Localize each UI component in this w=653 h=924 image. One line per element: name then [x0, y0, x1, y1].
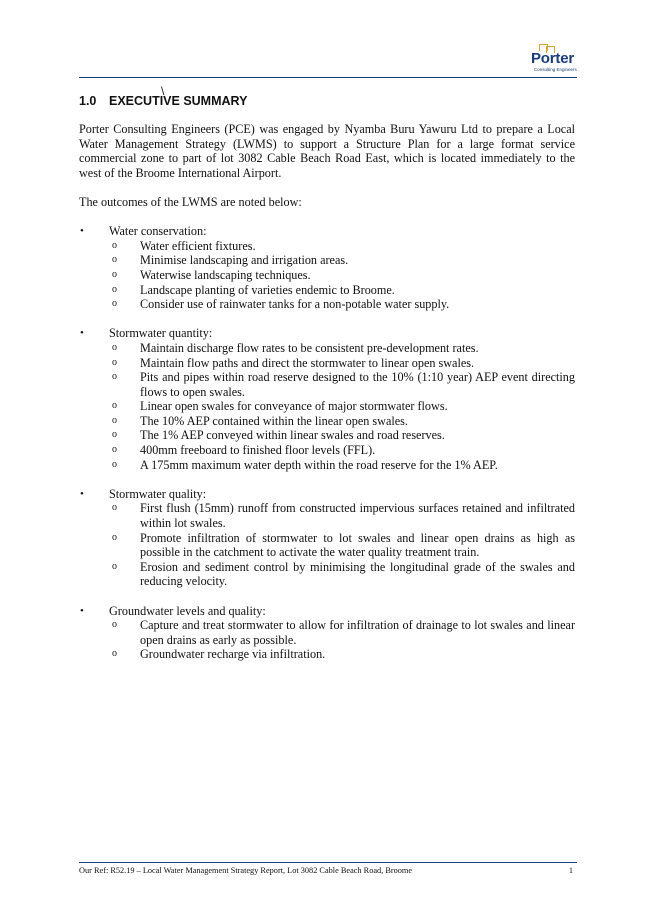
- section-title: Groundwater levels and quality:: [109, 603, 266, 618]
- sub-bullet-icon: o: [112, 619, 117, 631]
- sub-bullet-icon: o: [112, 414, 117, 426]
- sub-bullet-icon: o: [112, 502, 117, 514]
- list-item: [109, 239, 575, 254]
- document-body: [79, 122, 575, 677]
- list-item: [109, 356, 575, 371]
- section-title: Stormwater quality:: [109, 486, 207, 501]
- list-item-text: Capture and treat stormwater to allow for infiltration of drainage to lot swales and linear open drains as early as possible.: [140, 618, 575, 647]
- footer-reference: Our Ref: R52.19 – Local Water Management Strategy Report, Lot 3082 Cable Beach Road, Broome: [79, 866, 413, 875]
- section-title: EXECUTIVE SUMMARY: [109, 94, 248, 108]
- list-item-text: Promote infiltration of stormwater to lot swales and linear open drains as high as possible in the catchment to activate the water quality treatment train.: [140, 530, 575, 560]
- logo-subtitle: Consulting Engineers: [534, 67, 577, 72]
- list-item-text: Groundwater recharge via infiltration.: [140, 647, 326, 662]
- sub-bullet-icon: o: [112, 531, 117, 543]
- list-item-text: Pits and pipes within road reserve designed to the 10% (1:10 year) AEP event directing flows to open swales.: [140, 370, 575, 399]
- list-item: [109, 443, 575, 458]
- intro-paragraph: Porter Consulting Engineers (PCE) was engaged by Nyamba Buru Yawuru Ltd to prepare a Local Water Management Strategy (LWMS) to support a Structure Plan for a large format service commercial zone to part of lot 3082 Cable Beach Road East, which is located immediately to the west of the Broome International Airport.: [79, 122, 575, 180]
- list-item: [109, 399, 575, 414]
- sub-list: [109, 239, 575, 312]
- list-item: [109, 560, 575, 589]
- sub-bullet-icon: o: [112, 429, 117, 441]
- list-item: [109, 501, 575, 530]
- bullet-icon: •: [80, 604, 84, 617]
- logo-name: Porter: [531, 50, 574, 67]
- stray-mark: \: [161, 84, 165, 98]
- section-heading: [79, 94, 247, 108]
- sub-bullet-icon: o: [112, 648, 117, 660]
- sub-bullet-icon: o: [112, 560, 117, 572]
- list-item-text: Consider use of rainwater tanks for a non-potable water supply.: [140, 297, 450, 312]
- list-item-text: Linear open swales for conveyance of major stormwater flows.: [140, 399, 448, 414]
- sub-list: [109, 618, 575, 662]
- list-item: [109, 297, 575, 312]
- page-number: 1: [568, 866, 573, 875]
- list-item-text: Landscape planting of varieties endemic to Broome.: [140, 282, 395, 297]
- list-item: [109, 458, 575, 473]
- list-item: [109, 341, 575, 356]
- sub-bullet-icon: o: [112, 341, 117, 353]
- list-item: [109, 618, 575, 647]
- bullet-icon: •: [80, 327, 84, 340]
- list-item: [109, 268, 575, 283]
- outcome-section: [79, 224, 575, 312]
- sub-bullet-icon: o: [112, 268, 117, 280]
- header-divider: [79, 77, 577, 78]
- list-item: [109, 414, 575, 429]
- outcome-section: [79, 604, 575, 662]
- list-item-text: Waterwise landscaping techniques.: [140, 267, 311, 282]
- list-item-text: First flush (15mm) runoff from constructed impervious surfaces retained and infiltrated within lot swales.: [140, 501, 575, 531]
- list-item-text: Minimise landscaping and irrigation areas.: [140, 253, 349, 268]
- list-item: [109, 253, 575, 268]
- list-item-text: Maintain flow paths and direct the stormwater to linear open swales.: [140, 355, 475, 370]
- sub-bullet-icon: o: [112, 254, 117, 266]
- outcomes-list: [79, 224, 575, 662]
- section-title: Water conservation:: [109, 224, 207, 239]
- list-item-text: Water efficient fixtures.: [140, 238, 256, 253]
- section-number: 1.0: [79, 94, 97, 108]
- list-item: [109, 647, 575, 662]
- sub-list: [109, 341, 575, 472]
- outcomes-intro: The outcomes of the LWMS are noted below:: [79, 194, 302, 209]
- list-item-text: The 1% AEP conveyed within linear swales and road reserves.: [140, 428, 445, 443]
- bullet-icon: •: [80, 487, 84, 500]
- porter-logo: [531, 44, 579, 74]
- sub-bullet-icon: o: [112, 356, 117, 368]
- list-item: [109, 531, 575, 560]
- section-title: Stormwater quantity:: [109, 326, 213, 341]
- outcome-section: [79, 487, 575, 589]
- list-item: [109, 428, 575, 443]
- bullet-icon: •: [80, 225, 84, 238]
- sub-bullet-icon: o: [112, 283, 117, 295]
- sub-bullet-icon: o: [112, 371, 117, 383]
- list-item-text: A 175mm maximum water depth within the road reserve for the 1% AEP.: [140, 457, 498, 472]
- sub-list: [109, 501, 575, 589]
- sub-bullet-icon: o: [112, 444, 117, 456]
- outcome-section: [79, 326, 575, 472]
- list-item-text: Erosion and sediment control by minimising the longitudinal grade of the swales and reducing velocity.: [140, 559, 575, 589]
- sub-bullet-icon: o: [112, 458, 117, 470]
- footer-divider: [79, 862, 577, 863]
- list-item: [109, 370, 575, 399]
- list-item-text: The 10% AEP contained within the linear open swales.: [140, 413, 408, 428]
- sub-bullet-icon: o: [112, 400, 117, 412]
- sub-bullet-icon: o: [112, 239, 117, 251]
- list-item-text: 400mm freeboard to finished floor levels (FFL).: [140, 443, 376, 458]
- sub-bullet-icon: o: [112, 298, 117, 310]
- list-item-text: Maintain discharge flow rates to be consistent pre-development rates.: [140, 340, 479, 355]
- list-item: [109, 283, 575, 298]
